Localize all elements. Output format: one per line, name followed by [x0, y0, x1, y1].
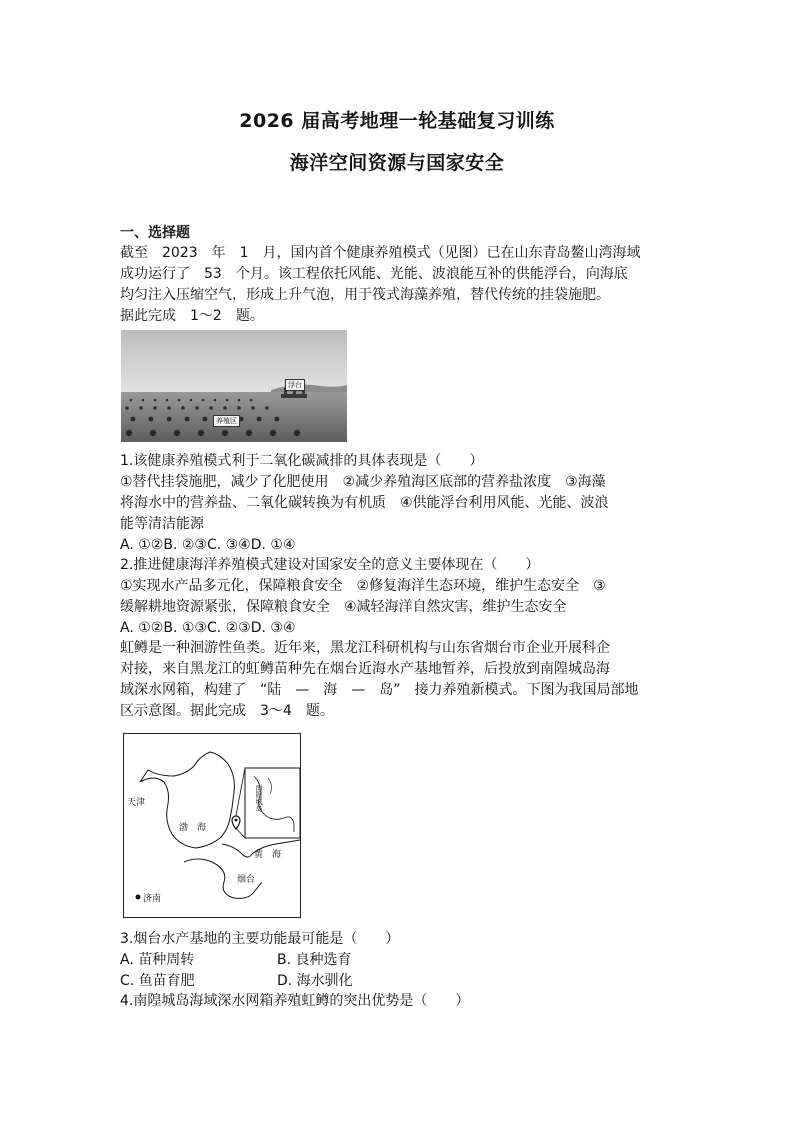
question-1-line-1: ①替代挂袋施肥，减少了化肥使用 ②减少养殖海区底部的营养盐浓度 ③海藻	[120, 474, 606, 490]
question-3-option-b: B. 良种选育	[277, 952, 352, 968]
passage-1-line-3: 均匀注入压缩空气，形成上升气泡，用于筏式海藻养殖，替代传统的挂袋施肥。	[120, 287, 610, 303]
question-3-option-d: D. 海水驯化	[277, 973, 353, 989]
question-2-line-2: 缓解耕地资源紧张，保障粮食安全 ④减轻海洋自然灾害，维护生态安全	[120, 599, 567, 615]
question-1-options: A. ①②B. ②③C. ③④D. ①④	[120, 537, 296, 553]
passage-2-line-2: 对接，来自黑龙江的虹鳟苗种先在烟台近海水产基地暂养，后投放到南隍城岛海	[120, 661, 610, 677]
question-2-options: A. ①②B. ①③C. ②③D. ③④	[120, 620, 296, 636]
aquaculture-photo	[121, 330, 347, 442]
map-label-bohai: 渤 海	[179, 823, 207, 833]
question-3-option-a: A. 苗种周转	[120, 952, 195, 968]
jinan-marker-icon	[136, 895, 140, 899]
passage-1-line-1: 截至 2023 年 1 月，国内首个健康养殖模式（见图）已在山东青岛鳌山湾海域	[120, 245, 641, 261]
question-1-stem: 1.该健康养殖模式利于二氧化碳减排的具体表现是（ ）	[120, 453, 484, 469]
section-heading: 一、选择题	[120, 225, 190, 241]
farm-area-label: 养殖区	[213, 415, 240, 427]
question-2-line-1: ①实现水产品多元化，保障粮食安全 ②修复海洋生态环境，维护生态安全 ③	[120, 578, 606, 594]
map-label-tianjin: 天津	[127, 798, 146, 808]
question-4-stem: 4.南隍城岛海域深水网箱养殖虹鳟的突出优势是（ ）	[120, 993, 470, 1009]
passage-2-line-4: 区示意图。据此完成 3～4 题。	[120, 703, 334, 719]
map-label-jinan: 济南	[143, 894, 162, 904]
question-3-stem: 3.烟台水产基地的主要功能最可能是（ ）	[120, 931, 400, 947]
map-label-yantai: 烟台	[237, 875, 256, 885]
passage-2-line-3: 域深水网箱，构建了 “陆 — 海 — 岛” 接力养殖新模式。下图为我国局部地	[120, 682, 639, 698]
regional-map-graphic	[124, 734, 300, 917]
passage-1-line-4: 据此完成 1～2 题。	[120, 308, 264, 324]
question-3-option-c: C. 鱼苗育肥	[120, 973, 195, 989]
map-label-huanghai: 黄 海	[254, 850, 282, 860]
float-platform-label: 浮台	[285, 379, 305, 391]
question-2-stem: 2.推进健康海洋养殖模式建设对国家安全的意义主要体现在（ ）	[120, 557, 540, 573]
question-1-line-2: 将海水中的营养盐、二氧化碳转换为有机质 ④供能浮台利用风能、光能、波浪	[120, 495, 609, 511]
map-label-nanhuangcheng: 南隍城岛	[255, 784, 263, 812]
passage-2-line-1: 虹鳟是一种洄游性鱼类。近年来，黑龙江科研机构与山东省烟台市企业开展科企	[120, 640, 610, 656]
regional-map	[123, 733, 301, 918]
location-pin-icon	[232, 816, 240, 829]
passage-1-line-2: 成功运行了 53 个月。该工程依托风能、光能、波浪能互补的供能浮台，向海底	[120, 266, 628, 282]
question-1-line-3: 能等清洁能源	[120, 516, 204, 532]
page-subtitle: 海洋空间资源与国家安全	[289, 152, 505, 174]
page-title: 2026 届高考地理一轮基础复习训练	[239, 110, 555, 132]
